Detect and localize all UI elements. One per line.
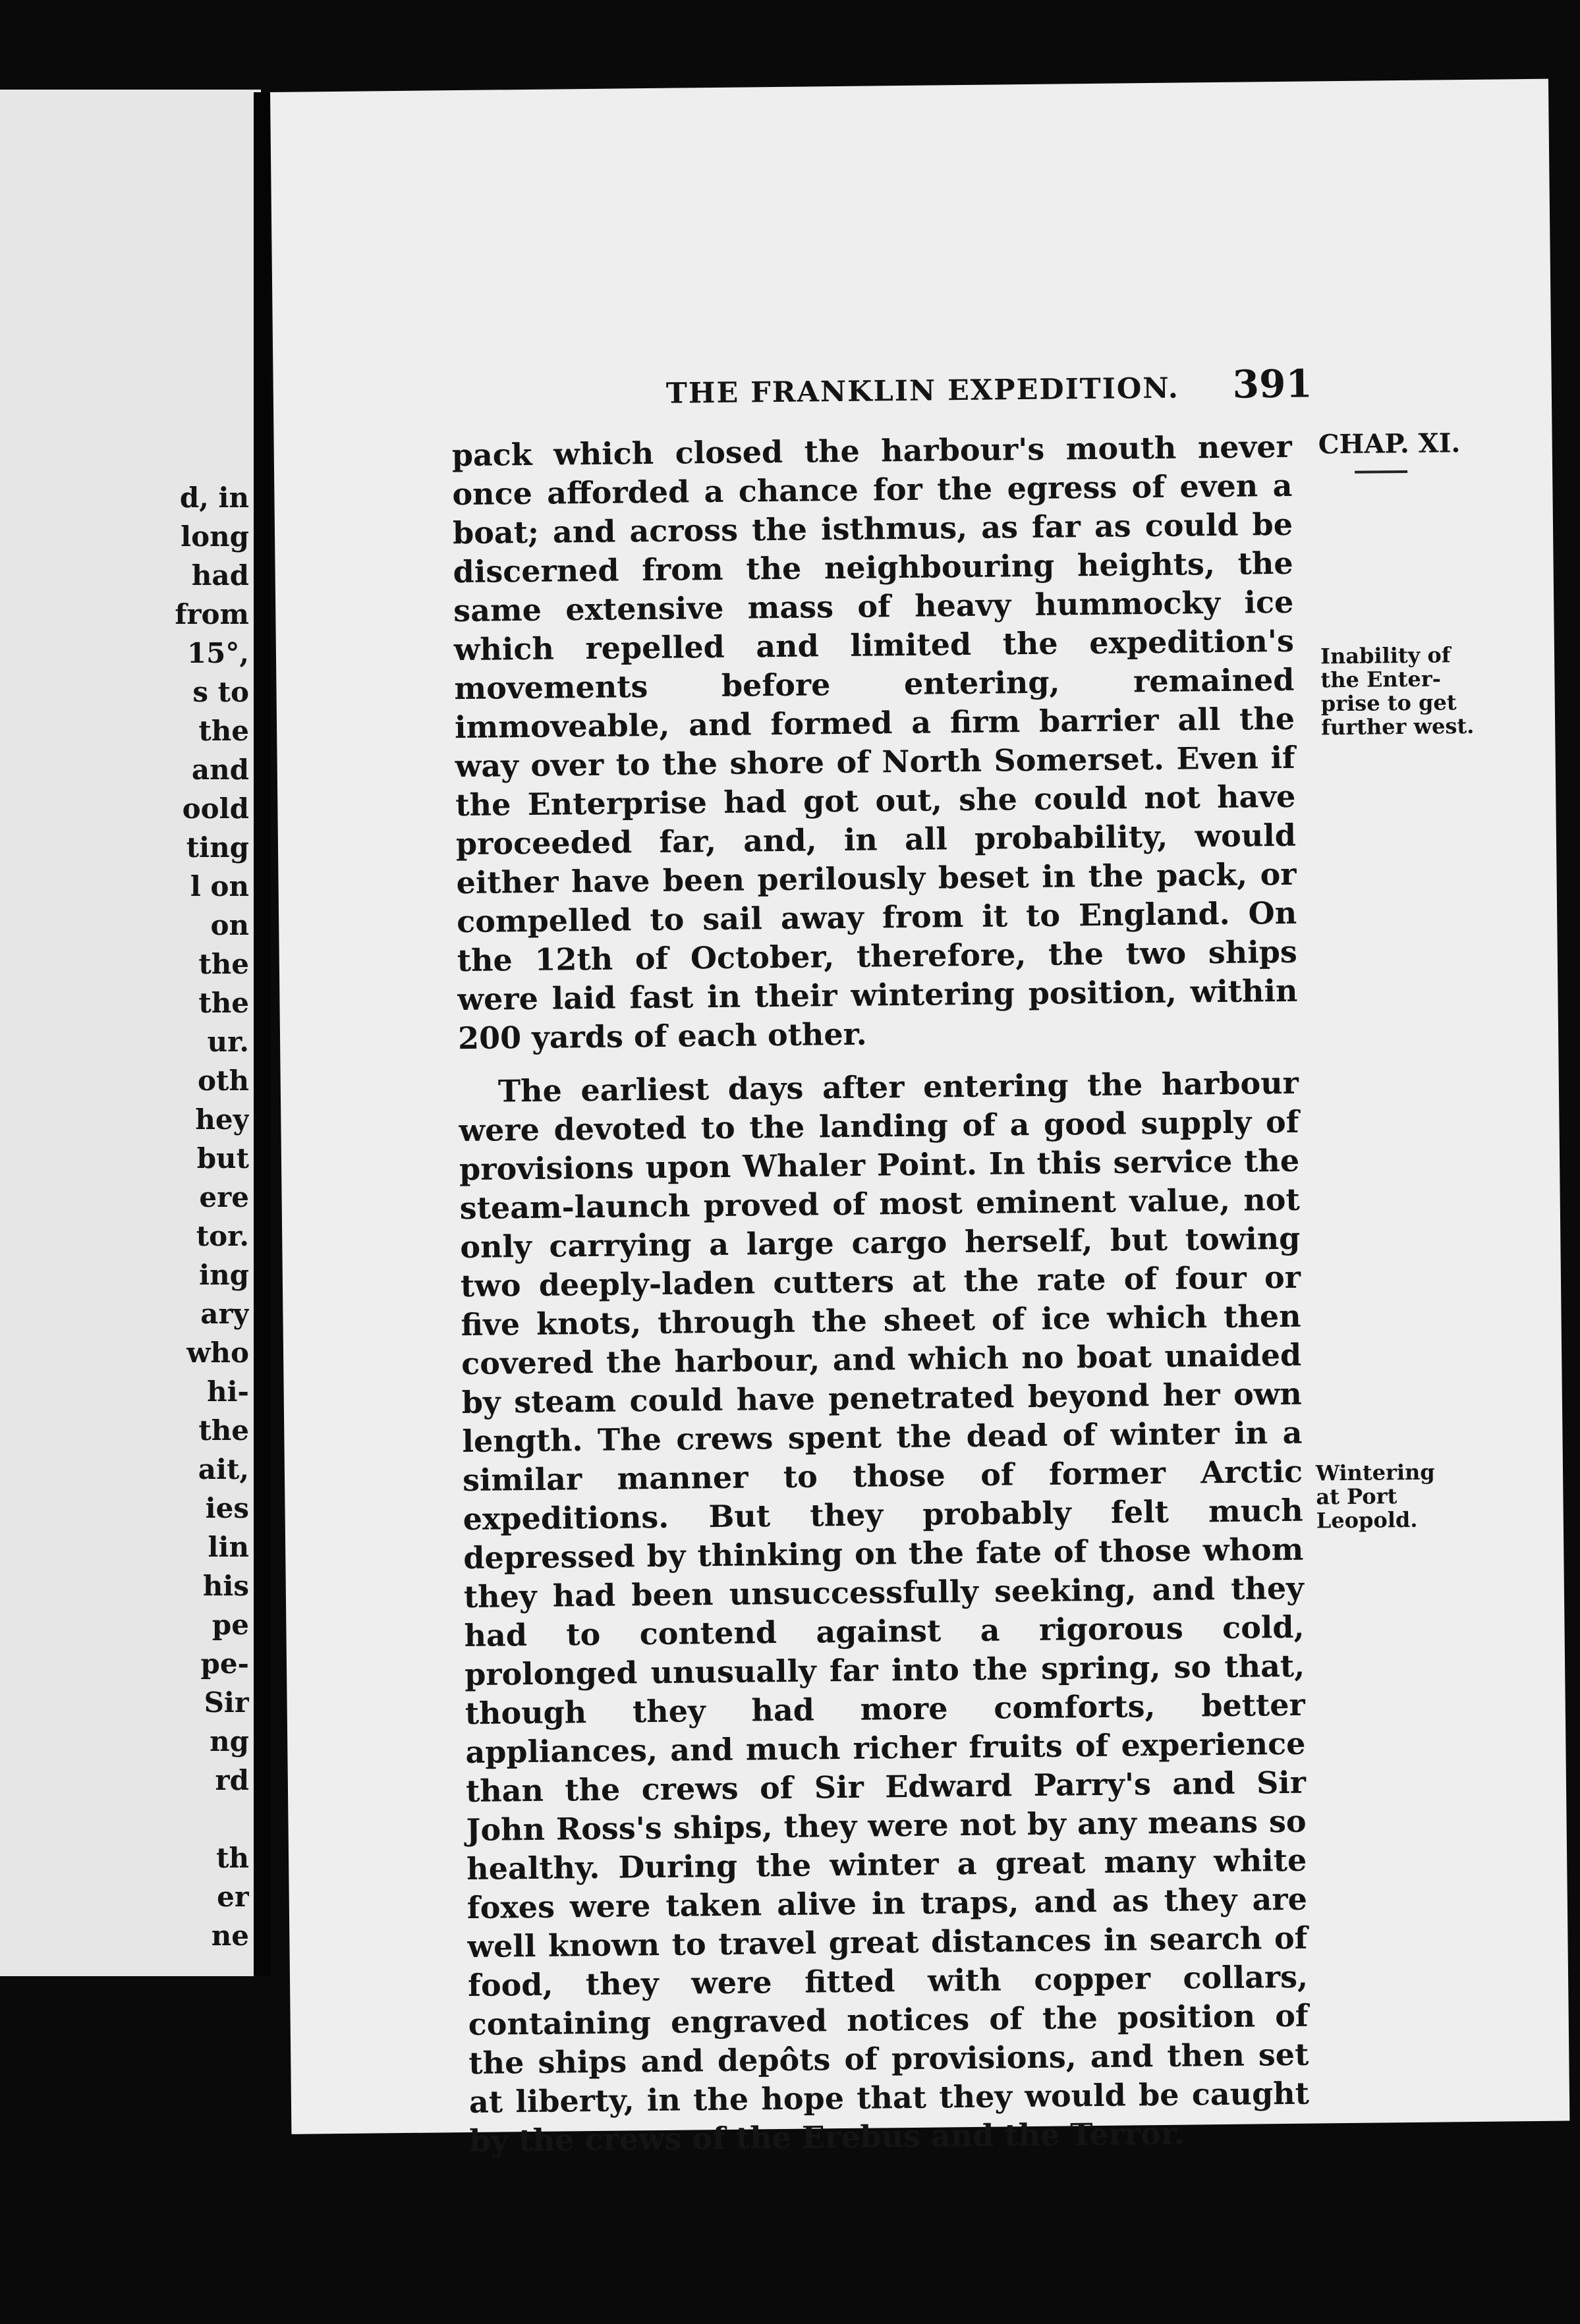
- left-fragment: ing: [199, 1259, 249, 1291]
- left-fragment: ng: [210, 1725, 249, 1757]
- left-fragment: from: [175, 598, 249, 630]
- running-title: THE FRANKLIN EXPEDITION.: [665, 372, 1180, 410]
- left-fragment: l on: [190, 870, 249, 902]
- left-fragment: had: [191, 559, 249, 592]
- left-fragment: ary: [200, 1298, 249, 1330]
- left-fragment: oold: [182, 792, 249, 825]
- left-page-text-fragments: [170, 478, 249, 1955]
- left-fragment: the: [198, 715, 249, 747]
- left-fragment: on: [210, 909, 249, 941]
- left-page: [0, 90, 261, 1976]
- left-fragment: the: [198, 948, 249, 980]
- left-fragment: s to: [192, 676, 249, 708]
- left-fragment: th: [216, 1842, 249, 1874]
- left-fragment: ies: [205, 1492, 249, 1524]
- chapter-rule: [1355, 470, 1407, 474]
- left-fragment: ur.: [207, 1026, 249, 1058]
- left-fragment: 15°,: [186, 637, 249, 669]
- left-fragment-gap: [170, 1800, 249, 1839]
- left-fragment: pe-: [200, 1647, 249, 1680]
- paragraph: The earliest days after entering the harbour were devoted to the landing of a good supply of provisions upon Whaler Point. In this service the steam-launch proved of most eminent value, not only carrying a large cargo herself, but towing two deeply-laden cutters at the rate of four or five knots, through the sheet of ice which then covered the harbour, and which no boat unaided by steam could have penetrated beyond her own length. The crews spent the dead of winter in a similar manner to those of former Arctic expeditions. But they probably felt much depressed by thinking on the fate of those whom they had been unsuccessfully seeking, and they had to contend against a rigorous cold, prolonged unusually far into the spring, so that, though they had more comforts, better appliances, and much richer fruits of experience than the crews of Sir Edward Parry's and Sir John Ross's ships, they were not by any means so healthy. During the winter a great many white foxes were taken alive in traps, and as they are well known to travel great distances in search of food, they were fitted with copper collars, containing engraved notices of the position of the ships and depôts of provisions, and then set at liberty, in the hope that they would be caught by the crews of the Erebus and the Terror.: [459, 1065, 1310, 2159]
- left-fragment: oth: [198, 1065, 249, 1097]
- chapter-label: CHAP. XI.: [1318, 428, 1461, 460]
- body-text: [451, 428, 1309, 2161]
- page-number: 391: [1232, 361, 1313, 407]
- left-fragment: er: [217, 1881, 249, 1913]
- left-fragment: ting: [186, 831, 249, 864]
- left-fragment: ere: [199, 1181, 249, 1213]
- running-header: [665, 359, 1549, 421]
- left-fragment: hey: [195, 1103, 249, 1136]
- left-fragment: pe: [212, 1609, 249, 1641]
- left-fragment: but: [196, 1142, 249, 1175]
- paragraph: pack which closed the harbour's mouth never once afforded a chance for the egress of even a boat; and across the isthmus, as far as could be discerned from the neighbouring heights, the same extensive mass of heavy hummocky ice which repelled and limited the expedition's movements before entering, remained immoveable, and formed a firm barrier all the way over to the shore of North Somerset. Even if the Enterprise had got out, she could not have proceeded far, and, in all probability, would either have been perilously beset in the pack, or compelled to sail away from it to England. On the 12th of October, therefore, the two ships were laid fast in their wintering position, within 200 yards of each other.: [451, 428, 1298, 1057]
- left-fragment: lin: [208, 1531, 249, 1563]
- left-fragment: rd: [215, 1764, 249, 1796]
- left-fragment: tor.: [196, 1220, 249, 1252]
- book-page: [270, 79, 1569, 2159]
- left-fragment: ait,: [198, 1453, 249, 1485]
- left-fragment: and: [191, 754, 249, 786]
- margin-notes: [1314, 80, 1475, 1534]
- left-fragment: ne: [211, 1920, 249, 1952]
- left-fragment: d, in: [179, 482, 249, 514]
- left-fragment: Sir: [204, 1686, 249, 1719]
- left-fragment: who: [186, 1337, 249, 1369]
- side-note-wintering: Wintering at Port Leopold.: [1315, 1459, 1435, 1534]
- left-fragment: long: [181, 520, 249, 553]
- left-fragment: hi-: [207, 1375, 249, 1408]
- left-fragment: the: [198, 1414, 249, 1447]
- side-note-enterprise: Inability of the Enter- prise to get further west.: [1320, 642, 1475, 740]
- book-gutter: [254, 92, 271, 1976]
- left-fragment: the: [198, 987, 249, 1019]
- left-fragment: his: [202, 1570, 249, 1602]
